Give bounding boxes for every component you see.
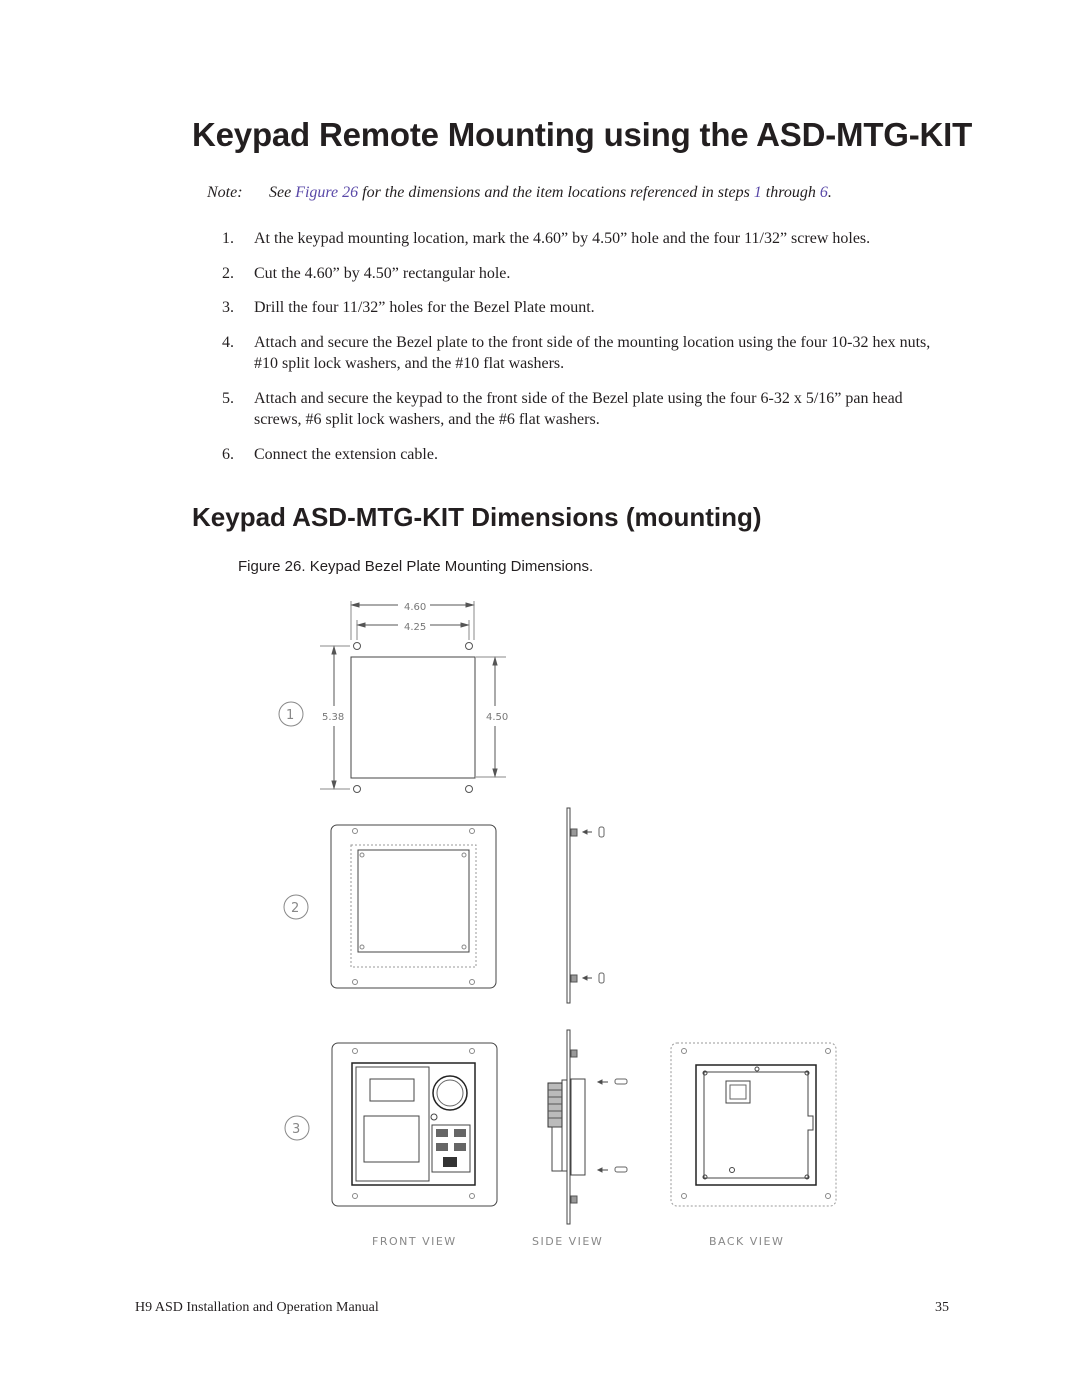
callout-1 — [279, 702, 303, 726]
cutout-dimension-drawing — [320, 601, 508, 793]
step-number: 5. — [222, 389, 234, 407]
svg-text:1: 1 — [286, 708, 295, 723]
step-number: 6. — [222, 445, 234, 463]
section-title: Keypad ASD-MTG-KIT Dimensions (mounting) — [192, 502, 762, 532]
back-view-label: BACK VIEW — [709, 1235, 785, 1248]
step-number: 2. — [222, 264, 234, 282]
keypad-front-view — [332, 1043, 497, 1206]
callout-2 — [284, 895, 308, 919]
screw-hole-icon — [354, 643, 361, 650]
step-text: Attach and secure the keypad to the front side of the Bezel plate using the four 6-32 x 5/16” pan head screws, #6 split lock washers, and the #6 flat washers. — [254, 389, 903, 428]
screw-hole-icon — [466, 786, 473, 793]
note-mid: for the dimensions and the item locations referenced in steps — [362, 184, 750, 201]
step-6-link[interactable]: 6 — [819, 184, 828, 201]
step-1-link[interactable]: 1 — [753, 184, 762, 201]
dim-inner-width: 4.25 — [404, 622, 427, 633]
note-see: See — [269, 184, 292, 201]
step-text: Cut the 4.60” by 4.50” rectangular hole. — [254, 264, 511, 282]
step-number: 4. — [222, 333, 234, 351]
page-number: 35 — [935, 1300, 949, 1315]
step-text: Connect the extension cable. — [254, 445, 438, 463]
step-text: Attach and secure the Bezel plate to the front side of the mounting location using the four 10-32 hex nuts, #10 split lock washers, and the #10 flat washers. — [254, 333, 931, 372]
bezel-plate-side — [567, 808, 604, 1003]
callout-3 — [285, 1116, 309, 1140]
control-knob-icon — [433, 1076, 467, 1110]
front-view-label: FRONT VIEW — [372, 1235, 457, 1248]
step-number: 3. — [222, 299, 234, 316]
figure-caption: Figure 26. Keypad Bezel Plate Mounting Dimensions. — [238, 558, 594, 575]
dim-inner-height: 4.50 — [486, 712, 509, 723]
svg-text:2: 2 — [291, 901, 300, 916]
page-title: Keypad Remote Mounting using the ASD-MTG-KIT — [192, 116, 973, 153]
dim-outer-height: 5.38 — [322, 712, 345, 723]
svg-text:3: 3 — [292, 1122, 301, 1137]
step-text: Drill the four 11/32” holes for the Bezel Plate mount. — [254, 299, 595, 316]
screw-hole-icon — [354, 786, 361, 793]
note-through: through — [765, 184, 816, 201]
note-label: Note: — [207, 184, 243, 201]
footer-manual-title: H9 ASD Installation and Operation Manual — [135, 1300, 379, 1315]
step-number: 1. — [222, 230, 234, 247]
step-text: At the keypad mounting location, mark the 4.60” by 4.50” hole and the four 11/32” screw holes. — [254, 230, 871, 247]
figure-26-link[interactable]: Figure 26 — [295, 184, 359, 201]
screw-hole-icon — [466, 643, 473, 650]
bezel-plate-front — [331, 825, 496, 988]
dim-outer-width: 4.60 — [404, 602, 427, 613]
keypad-side-view — [548, 1030, 627, 1224]
side-view-label: SIDE VIEW — [532, 1235, 604, 1248]
note-end: . — [827, 184, 832, 201]
keypad-back-view — [671, 1043, 836, 1206]
